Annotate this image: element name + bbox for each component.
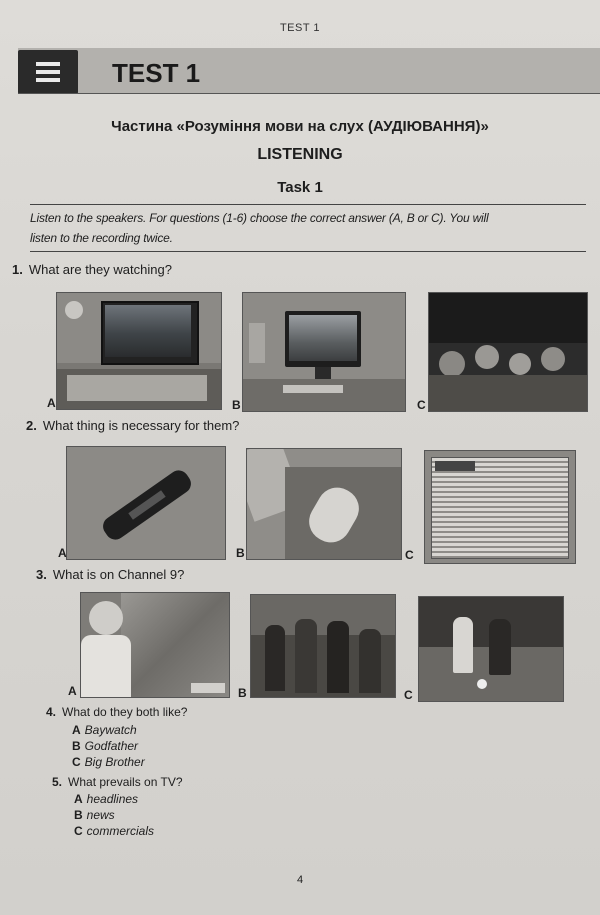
- question-text: What thing is necessary for them?: [42, 418, 240, 433]
- question-number: 2.: [26, 418, 37, 433]
- image-desk-monitor: [242, 292, 406, 412]
- test-header-band: [18, 48, 600, 94]
- question-number: 4.: [46, 705, 57, 719]
- image-movie-pirates: [250, 594, 396, 698]
- instructions: [30, 208, 586, 248]
- image-football-match: [418, 596, 564, 702]
- test-title: TEST 1: [112, 58, 201, 88]
- question-number: 5.: [52, 775, 63, 789]
- option-letter: C: [404, 688, 413, 702]
- question-number: 1.: [12, 262, 23, 277]
- answer-list-4: [72, 722, 145, 770]
- option-letter: C: [417, 398, 426, 412]
- answer-option: B Godfather: [72, 739, 139, 753]
- question-text: What prevails on TV?: [68, 775, 183, 789]
- image-computer-mouse: [246, 448, 402, 560]
- answer-option: A Baywatch: [72, 723, 137, 737]
- answer-list-5: [74, 791, 154, 839]
- section-title-ukrainian: Частина «Розуміння мови на слух (АУДІЮВАННЯ)»: [111, 118, 489, 135]
- instructions-line-2: listen to the recording twice.: [30, 231, 173, 245]
- option-letter: B: [238, 686, 247, 700]
- answer-option: C commercials: [74, 824, 155, 838]
- image-tv-remote: [66, 446, 226, 560]
- task-title: Task 1: [277, 179, 323, 196]
- option-letter: A: [68, 684, 77, 698]
- question-text: What are they watching?: [28, 262, 172, 277]
- running-head: TEST 1: [279, 22, 321, 34]
- option-letter: A: [47, 396, 56, 410]
- menu-lines-icon: [18, 50, 78, 94]
- page-number: 4: [296, 874, 304, 886]
- option-letter: B: [232, 398, 241, 412]
- instructions-bottom-rule: [30, 251, 586, 252]
- section-title-english: LISTENING: [257, 146, 343, 163]
- image-living-room-tv: [56, 292, 222, 410]
- question-2: [26, 418, 239, 433]
- divider: [18, 93, 600, 94]
- answer-option: A headlines: [74, 792, 139, 806]
- image-weather-presenter: [80, 592, 230, 698]
- option-letter: B: [236, 546, 245, 560]
- question-4: [46, 705, 187, 719]
- question-text: What is on Channel 9?: [52, 567, 185, 582]
- question-text: What do they both like?: [62, 705, 188, 719]
- question-3: [36, 567, 184, 582]
- image-cinema-audience: [428, 292, 588, 412]
- option-letter: A: [58, 546, 67, 560]
- instructions-top-rule: [30, 204, 586, 205]
- answer-option: B news: [74, 808, 115, 822]
- question-number: 3.: [36, 567, 47, 582]
- question-1: [12, 262, 172, 277]
- question-5: [52, 775, 183, 789]
- option-letter: C: [405, 548, 414, 562]
- image-tv-guide: [424, 450, 576, 564]
- instructions-line-1: Listen to the speakers. For questions (1-6) choose the correct answer (A, B or C). You will: [30, 211, 489, 225]
- answer-option: C Big Brother: [72, 755, 145, 769]
